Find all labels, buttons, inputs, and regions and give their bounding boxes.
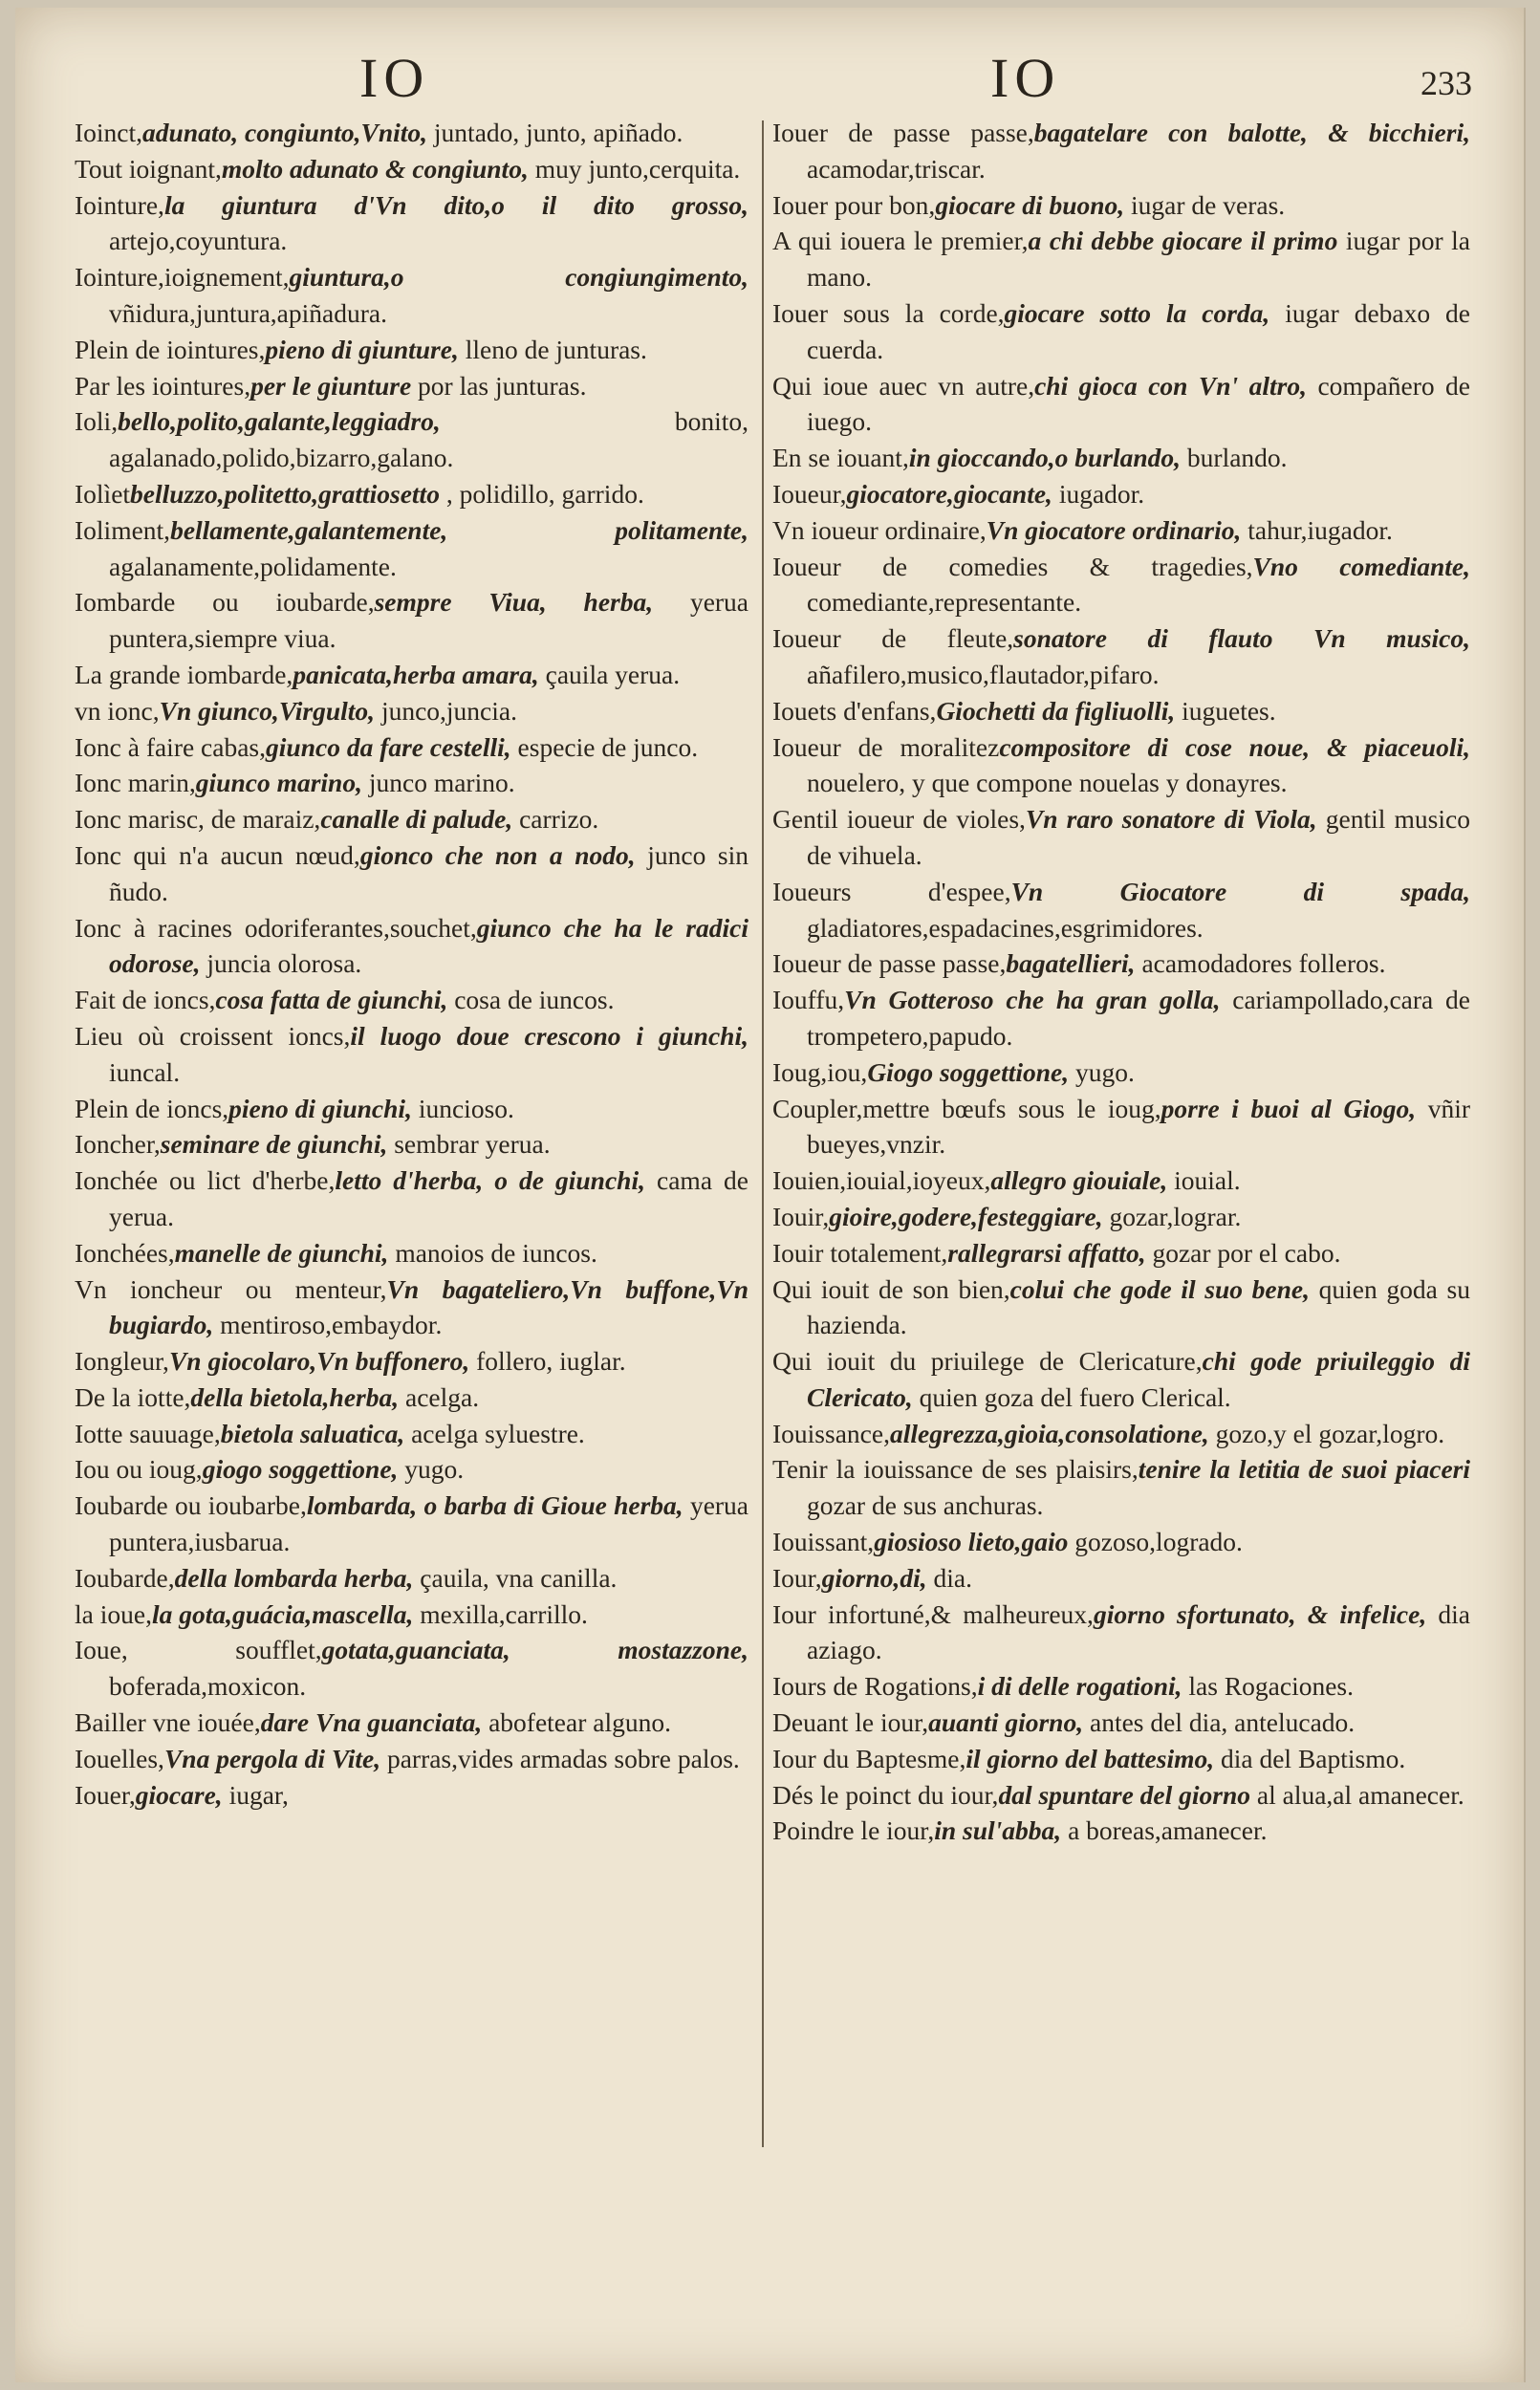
- spanish-gloss: manoios de iuncos.: [395, 1237, 597, 1268]
- french-headword: Iouer de passe passe,: [772, 118, 1034, 147]
- spanish-gloss: acamodadores folleros.: [1141, 948, 1386, 979]
- italian-gloss: giorno,di,: [821, 1562, 927, 1593]
- spanish-gloss: gozo,y el gozar,logro.: [1215, 1418, 1445, 1448]
- spanish-gloss: nouelero, y que compone nouelas y donayres.: [807, 768, 1288, 798]
- dictionary-entry: [772, 368, 1470, 441]
- italian-gloss: Vn raro sonatore di Viola,: [1025, 804, 1317, 835]
- italian-gloss: Vn Giocatore di spada,: [1010, 876, 1470, 906]
- italian-gloss: rallegrarsi affatto,: [947, 1237, 1146, 1268]
- french-headword: Ioueur,: [772, 478, 847, 509]
- italian-gloss: della bietola,herba,: [190, 1381, 400, 1412]
- spanish-gloss: dia del Baptismo.: [1221, 1743, 1406, 1773]
- spanish-gloss: compañero de iuego.: [807, 370, 1470, 437]
- spanish-gloss: mexilla,carrillo.: [420, 1598, 588, 1629]
- french-headword: Ionc marisc, de maraiz,: [75, 804, 321, 835]
- dictionary-entry: [772, 1597, 1470, 1669]
- french-headword: Iouer sous la corde,: [772, 297, 1005, 328]
- french-headword: Vn ioueur ordinaire,: [772, 514, 987, 545]
- french-headword: Qui iouit du priuilege de Clericature,: [772, 1346, 1203, 1377]
- dictionary-entry: [75, 657, 748, 693]
- dictionary-entry: [75, 332, 748, 368]
- spanish-gloss: artejo,coyuntura.: [109, 226, 288, 256]
- dictionary-entry: [75, 1380, 748, 1416]
- dictionary-entry: [75, 1777, 748, 1814]
- italian-gloss: gioire,godere,festeggiare,: [829, 1201, 1103, 1231]
- spanish-gloss: especie de junco.: [517, 731, 699, 762]
- french-headword: Iouelles,: [75, 1743, 164, 1773]
- dictionary-entry: [75, 837, 748, 910]
- french-headword: Iouer,: [75, 1779, 136, 1810]
- french-headword: Tenir la iouissance de ses plaisirs,: [772, 1454, 1139, 1485]
- dictionary-entry: [772, 1777, 1470, 1814]
- dictionary-entry: [75, 259, 748, 332]
- dictionary-entry: [772, 549, 1470, 621]
- french-headword: Ionc marin,: [75, 768, 196, 798]
- spanish-gloss: junco,juncia.: [380, 695, 517, 726]
- italian-gloss: gotata,guanciata, mostazzone,: [321, 1635, 748, 1665]
- dictionary-entry: [772, 187, 1470, 224]
- french-headword: Iouffu,: [772, 985, 845, 1015]
- italian-gloss: Vn bagateliero,Vn buffone,Vn bugiardo,: [109, 1273, 748, 1340]
- french-headword: Bailler vne iouée,: [75, 1707, 261, 1738]
- italian-gloss: manelle de giunchi,: [174, 1237, 389, 1268]
- spanish-gloss: gozoso,logrado.: [1074, 1527, 1243, 1557]
- spanish-gloss: yugo.: [404, 1454, 465, 1485]
- spanish-gloss: iugar de veras.: [1131, 189, 1286, 220]
- dictionary-entry: [772, 945, 1470, 982]
- dictionary-entry: [772, 801, 1470, 874]
- french-headword: Iotte sauuage,: [75, 1418, 221, 1448]
- italian-gloss: per le giunture: [250, 370, 412, 401]
- italian-gloss: la giuntura d'Vn dito,o il dito grosso,: [163, 189, 748, 220]
- spanish-gloss: gozar,lograr.: [1109, 1201, 1242, 1231]
- italian-gloss: porre i buoi al Giogo,: [1160, 1093, 1417, 1123]
- italian-gloss: giunco marino,: [195, 768, 362, 798]
- italian-gloss: il luogo doue crescono i giunchi,: [350, 1020, 748, 1051]
- french-headword: Ioueur de moralitez: [772, 731, 1000, 762]
- italian-gloss: giocare sotto la corda,: [1004, 297, 1270, 328]
- italian-gloss: chi gode priuileggio di Clericato,: [807, 1346, 1470, 1412]
- dictionary-entry: [772, 476, 1470, 512]
- dictionary-entry: [75, 1162, 748, 1235]
- spanish-gloss: yerua puntera,iusbarua.: [109, 1490, 748, 1557]
- spanish-gloss: muy junto,cerquita.: [534, 153, 741, 184]
- spanish-gloss: burlando.: [1186, 443, 1288, 473]
- italian-gloss: canalle di palude,: [320, 804, 513, 835]
- italian-gloss: bagatelare con balotte, & bicchieri,: [1033, 118, 1470, 147]
- spanish-gloss: iuncal.: [109, 1056, 181, 1087]
- french-headword: Tout ioignant,: [75, 153, 222, 184]
- french-headword: Ioueur de comedies & tragedies,: [772, 551, 1253, 581]
- dictionary-entry: [75, 1091, 748, 1127]
- french-headword: Ionchées,: [75, 1237, 175, 1268]
- spanish-gloss: iugar por la mano.: [807, 226, 1470, 293]
- italian-gloss: colui che gode il suo bene,: [1009, 1273, 1310, 1304]
- french-headword: Ioncher,: [75, 1129, 161, 1160]
- french-headword: Iou ou ioug,: [75, 1454, 203, 1485]
- french-headword: Ioinct,: [75, 118, 143, 147]
- italian-gloss: pieno di giunture,: [265, 334, 459, 364]
- french-headword: La grande iombarde,: [75, 659, 293, 689]
- spanish-gloss: follero, iuglar.: [476, 1346, 626, 1377]
- dictionary-entry: [75, 1343, 748, 1380]
- spanish-gloss: yerua puntera,siempre viua.: [109, 587, 748, 654]
- spanish-gloss: carrizo.: [519, 804, 599, 835]
- french-headword: Iouissance,: [772, 1418, 890, 1448]
- french-headword: A qui iouera le premier,: [772, 226, 1029, 256]
- dictionary-entry: [75, 403, 748, 476]
- spanish-gloss: quien goda su hazienda.: [807, 1273, 1470, 1340]
- dictionary-entry: [772, 1668, 1470, 1705]
- italian-gloss: sonatore di flauto Vn musico,: [1013, 623, 1470, 654]
- french-headword: Iointure,ioignement,: [75, 262, 290, 293]
- french-headword: Ioug,iou,: [772, 1056, 868, 1087]
- spanish-gloss: dia.: [933, 1562, 972, 1593]
- spanish-gloss: a boreas,amanecer.: [1068, 1815, 1268, 1846]
- spanish-gloss: comediante,representante.: [807, 587, 1082, 618]
- dictionary-entry: [75, 1632, 748, 1705]
- french-headword: Plein de ioncs,: [75, 1093, 229, 1123]
- dictionary-entry: [75, 1235, 748, 1271]
- french-headword: Iour du Baptesme,: [772, 1743, 966, 1773]
- italian-gloss: bellamente,galantemente, politamente,: [170, 514, 748, 545]
- italian-gloss: giorno sfortunato, & infelice,: [1093, 1598, 1427, 1629]
- italian-gloss: giunco da fare cestelli,: [266, 731, 511, 762]
- french-headword: Plein de iointures,: [75, 334, 266, 364]
- dictionary-entry: [75, 512, 748, 585]
- italian-gloss: il giorno del battesimo,: [965, 1743, 1215, 1773]
- left-running-head: IO: [359, 47, 430, 109]
- italian-gloss: compositore di cose noue, & piaceuoli,: [999, 731, 1470, 762]
- left-column: [75, 115, 748, 2352]
- dictionary-entry: [75, 584, 748, 657]
- french-headword: Ioliment,: [75, 514, 171, 545]
- italian-gloss: auanti giorno,: [928, 1707, 1084, 1738]
- french-headword: Iointure,: [75, 189, 164, 220]
- french-headword: Par les iointures,: [75, 370, 251, 401]
- french-headword: Lieu où croissent ioncs,: [75, 1020, 351, 1051]
- italian-gloss: giocare,: [135, 1779, 223, 1810]
- spanish-gloss: iugar,: [228, 1779, 289, 1810]
- dictionary-entry: [772, 440, 1470, 476]
- spanish-gloss: junco sin ñudo.: [109, 839, 748, 906]
- italian-gloss: sempre Viua, herba,: [374, 587, 654, 618]
- italian-gloss: molto adunato & congiunto,: [221, 153, 529, 184]
- dictionary-page: [15, 8, 1526, 2382]
- dictionary-entry: [772, 1705, 1470, 1741]
- dictionary-entry: [772, 1813, 1470, 1849]
- dictionary-entry: [75, 476, 748, 512]
- spanish-gloss: añafilero,musico,flautador,pifaro.: [807, 659, 1160, 689]
- dictionary-entry: [75, 1705, 748, 1741]
- dictionary-entry: [75, 1416, 748, 1452]
- italian-gloss: giocatore,giocante,: [846, 478, 1052, 509]
- italian-gloss: Vn giocatore ordinario,: [986, 514, 1242, 545]
- spanish-gloss: iouial.: [1174, 1165, 1241, 1196]
- spanish-gloss: agalanamente,polidamente.: [109, 551, 397, 581]
- spanish-gloss: gozar de sus anchuras.: [807, 1490, 1044, 1521]
- french-headword: Iouets d'enfans,: [772, 695, 937, 726]
- spanish-gloss: çauila yerua.: [545, 659, 681, 689]
- italian-gloss: lombarda, o barba di Gioue herba,: [306, 1490, 683, 1521]
- spanish-gloss: cama de yerua.: [109, 1165, 748, 1231]
- spanish-gloss: çauila, vna canilla.: [420, 1562, 618, 1593]
- spanish-gloss: bonito, agalanado,polido,bizarro,galano.: [109, 406, 748, 473]
- dictionary-entry: [75, 1597, 748, 1633]
- spanish-gloss: cariampollado,cara de trompetero,papudo.: [807, 985, 1470, 1051]
- italian-gloss: Vn giunco,Virgulto,: [159, 695, 376, 726]
- french-headword: Iours de Rogations,: [772, 1671, 978, 1702]
- italian-gloss: Vna pergola di Vite,: [163, 1743, 381, 1773]
- spanish-gloss: acelga.: [405, 1381, 480, 1412]
- italian-gloss: panicata,herba amara,: [293, 659, 539, 689]
- french-headword: Gentil ioueur de violes,: [772, 804, 1026, 835]
- dictionary-entry: [772, 1560, 1470, 1597]
- dictionary-entry: [772, 1162, 1470, 1199]
- dictionary-entry: [75, 1126, 748, 1162]
- italian-gloss: dare Vna guanciata,: [260, 1707, 483, 1738]
- french-headword: Iouer pour bon,: [772, 189, 936, 220]
- dictionary-entry: [75, 1451, 748, 1488]
- french-headword: Iour,: [772, 1562, 822, 1593]
- french-headword: Iouir totalement,: [772, 1237, 948, 1268]
- french-headword: Qui ioue auec vn autre,: [772, 370, 1035, 401]
- italian-gloss: gionco che non a nodo,: [359, 839, 636, 870]
- italian-gloss: Vn giocolaro,Vn buffonero,: [168, 1346, 470, 1377]
- french-headword: la ioue,: [75, 1598, 152, 1629]
- dictionary-entry: [75, 1741, 748, 1777]
- french-headword: Ioue, soufflet,: [75, 1635, 322, 1665]
- french-headword: Iour infortuné,& malheureux,: [772, 1598, 1094, 1629]
- dictionary-entry: [75, 693, 748, 729]
- italian-gloss: della lombarda herba,: [174, 1562, 414, 1593]
- french-headword: Ioueur de fleute,: [772, 623, 1014, 654]
- spanish-gloss: gladiatores,espadacines,esgrimidores.: [807, 912, 1204, 943]
- dictionary-entry: [75, 1271, 748, 1344]
- french-headword: Iolìet: [75, 478, 131, 509]
- dictionary-entry: [772, 223, 1470, 295]
- spanish-gloss: quien goza del fuero Clerical.: [919, 1381, 1231, 1412]
- dictionary-entry: [75, 982, 748, 1018]
- spanish-gloss: abofetear alguno.: [488, 1707, 671, 1738]
- italian-gloss: seminare de giunchi,: [160, 1129, 388, 1160]
- french-headword: De la iotte,: [75, 1381, 191, 1412]
- italian-gloss: cosa fatta de giunchi,: [215, 985, 448, 1015]
- spanish-gloss: yugo.: [1075, 1056, 1135, 1087]
- french-headword: Dés le poinct du iour,: [772, 1779, 999, 1810]
- right-column: [772, 115, 1470, 2352]
- page-number: 233: [1421, 64, 1472, 102]
- italian-gloss: allegrezza,gioia,consolatione,: [889, 1418, 1209, 1448]
- french-headword: Coupler,mettre bœufs sous le ioug,: [772, 1093, 1161, 1123]
- italian-gloss: giunco che ha le radici odorose,: [109, 912, 748, 979]
- spanish-gloss: iuncioso.: [418, 1093, 514, 1123]
- dictionary-entry: [75, 151, 748, 187]
- dictionary-entry: [772, 115, 1470, 187]
- italian-gloss: la gota,guácia,mascella,: [151, 1598, 414, 1629]
- french-headword: Iouissant,: [772, 1527, 875, 1557]
- french-headword: Ionc à faire cabas,: [75, 731, 267, 762]
- spanish-gloss: vñir bueyes,vnzir.: [807, 1093, 1470, 1160]
- dictionary-entry: [772, 1271, 1470, 1344]
- spanish-gloss: acamodar,triscar.: [807, 153, 986, 184]
- dictionary-entry: [772, 1416, 1470, 1452]
- italian-gloss: in sul'abba,: [934, 1815, 1062, 1846]
- dictionary-entry: [772, 295, 1470, 368]
- spanish-gloss: antes del dia, antelucado.: [1089, 1707, 1356, 1738]
- spanish-gloss: gozar por el cabo.: [1152, 1237, 1341, 1268]
- spanish-gloss: iuguetes.: [1182, 695, 1276, 726]
- spanish-gloss: las Rogaciones.: [1188, 1671, 1355, 1702]
- dictionary-entry: [75, 801, 748, 837]
- dictionary-entry: [75, 187, 748, 260]
- spanish-gloss: tahur,iugador.: [1247, 514, 1393, 545]
- french-headword: Ioueurs d'espee,: [772, 876, 1011, 906]
- french-headword: Ionc qui n'a aucun nœud,: [75, 839, 360, 870]
- dictionary-entry: [772, 1524, 1470, 1560]
- italian-gloss: letto d'herba, o de giunchi,: [335, 1165, 645, 1196]
- italian-gloss: tenire la letitia de suoi piaceri: [1138, 1454, 1470, 1485]
- dictionary-entry: [75, 368, 748, 404]
- spanish-gloss: boferada,moxicon.: [109, 1671, 307, 1702]
- italian-gloss: giocare di buono,: [935, 189, 1125, 220]
- french-headword: vn ionc,: [75, 695, 160, 726]
- italian-gloss: bietola saluatica,: [220, 1418, 405, 1448]
- italian-gloss: Vno comediante,: [1252, 551, 1470, 581]
- spanish-gloss: al alua,al amanecer.: [1256, 1779, 1464, 1810]
- italian-gloss: Giogo soggettione,: [867, 1056, 1070, 1087]
- french-headword: Ionc à racines odoriferantes,souchet,: [75, 912, 477, 943]
- italian-gloss: giosioso lieto,gaio: [874, 1527, 1069, 1557]
- italian-gloss: i di delle rogationi,: [977, 1671, 1182, 1702]
- french-headword: Fait de ioncs,: [75, 985, 216, 1015]
- spanish-gloss: por las junturas.: [418, 370, 587, 401]
- italian-gloss: chi gioca con Vn' altro,: [1034, 370, 1307, 401]
- italian-gloss: bello,polito,galante,leggiadro,: [118, 406, 441, 437]
- french-headword: Vn ioncheur ou menteur,: [75, 1273, 387, 1304]
- french-headword: Ioli,: [75, 406, 119, 437]
- dictionary-entry: [772, 1343, 1470, 1416]
- dictionary-entry: [772, 982, 1470, 1054]
- french-headword: Ioubarde,: [75, 1562, 175, 1593]
- italian-gloss: pieno di giunchi,: [228, 1093, 412, 1123]
- spanish-gloss: iugar debaxo de cuerda.: [807, 297, 1470, 364]
- spanish-gloss: iugador.: [1058, 478, 1145, 509]
- dictionary-entry: [75, 765, 748, 801]
- italian-gloss: giuntura,o congiungimento,: [289, 262, 748, 293]
- spanish-gloss: , polidillo, garrido.: [445, 478, 644, 509]
- dictionary-entry: [772, 1199, 1470, 1235]
- spanish-gloss: acelga syluestre.: [411, 1418, 585, 1448]
- spanish-gloss: juntado, junto, apiñado.: [433, 118, 683, 147]
- italian-gloss: Giochetti da figliuolli,: [936, 695, 1176, 726]
- dictionary-entry: [772, 1054, 1470, 1091]
- italian-gloss: allegro giouiale,: [990, 1165, 1168, 1196]
- italian-gloss: dal spuntare del giorno: [998, 1779, 1251, 1810]
- dictionary-entry: [772, 1235, 1470, 1271]
- italian-gloss: adunato, congiunto,Vnito,: [142, 118, 428, 147]
- italian-gloss: in gioccando,o burlando,: [908, 443, 1182, 473]
- italian-gloss: belluzzo,politetto,grattiosetto: [130, 478, 440, 509]
- french-headword: Poindre le iour,: [772, 1815, 935, 1846]
- dictionary-entry: [75, 729, 748, 766]
- spanish-gloss: lleno de junturas.: [465, 334, 647, 364]
- french-headword: En se iouant,: [772, 443, 909, 473]
- french-headword: Iouir,: [772, 1201, 830, 1231]
- spanish-gloss: sembrar yerua.: [394, 1129, 551, 1160]
- spanish-gloss: junco marino.: [368, 768, 515, 798]
- italian-gloss: Vn Gotteroso che ha gran golla,: [844, 985, 1221, 1015]
- italian-gloss: giogo soggettione,: [202, 1454, 399, 1485]
- spanish-gloss: cosa de iuncos.: [454, 985, 615, 1015]
- spanish-gloss: dia aziago.: [807, 1598, 1470, 1665]
- dictionary-entry: [772, 693, 1470, 729]
- french-headword: Ioubarde ou ioubarbe,: [75, 1490, 307, 1521]
- french-headword: Ionchée ou lict d'herbe,: [75, 1165, 336, 1196]
- column-rule: [762, 120, 764, 2147]
- dictionary-entry: [75, 1018, 748, 1091]
- dictionary-entry: [772, 874, 1470, 946]
- french-headword: Qui iouit de son bien,: [772, 1273, 1010, 1304]
- dictionary-entry: [75, 1488, 748, 1560]
- french-headword: Deuant le iour,: [772, 1707, 929, 1738]
- dictionary-entry: [772, 1091, 1470, 1163]
- italian-gloss: a chi debbe giocare il primo: [1028, 226, 1338, 256]
- french-headword: Iombarde ou ioubarde,: [75, 587, 375, 618]
- spanish-gloss: vñidura,juntura,apiñadura.: [109, 297, 387, 328]
- dictionary-entry: [75, 1560, 748, 1597]
- dictionary-entry: [772, 729, 1470, 802]
- dictionary-entry: [75, 115, 748, 151]
- dictionary-entry: [772, 1451, 1470, 1524]
- french-headword: Iongleur,: [75, 1346, 169, 1377]
- spanish-gloss: mentiroso,embaydor.: [220, 1310, 443, 1340]
- dictionary-entry: [772, 620, 1470, 693]
- dictionary-entry: [772, 1741, 1470, 1777]
- dictionary-entry: [772, 512, 1470, 549]
- spanish-gloss: juncia olorosa.: [206, 948, 362, 979]
- spanish-gloss: parras,vides armadas sobre palos.: [386, 1743, 740, 1773]
- dictionary-entry: [75, 910, 748, 983]
- italian-gloss: bagatellieri,: [1006, 948, 1136, 979]
- french-headword: Iouien,iouial,ioyeux,: [772, 1165, 991, 1196]
- french-headword: Ioueur de passe passe,: [772, 948, 1007, 979]
- spanish-gloss: gentil musico de vihuela.: [807, 804, 1470, 870]
- right-running-head: IO: [990, 47, 1061, 109]
